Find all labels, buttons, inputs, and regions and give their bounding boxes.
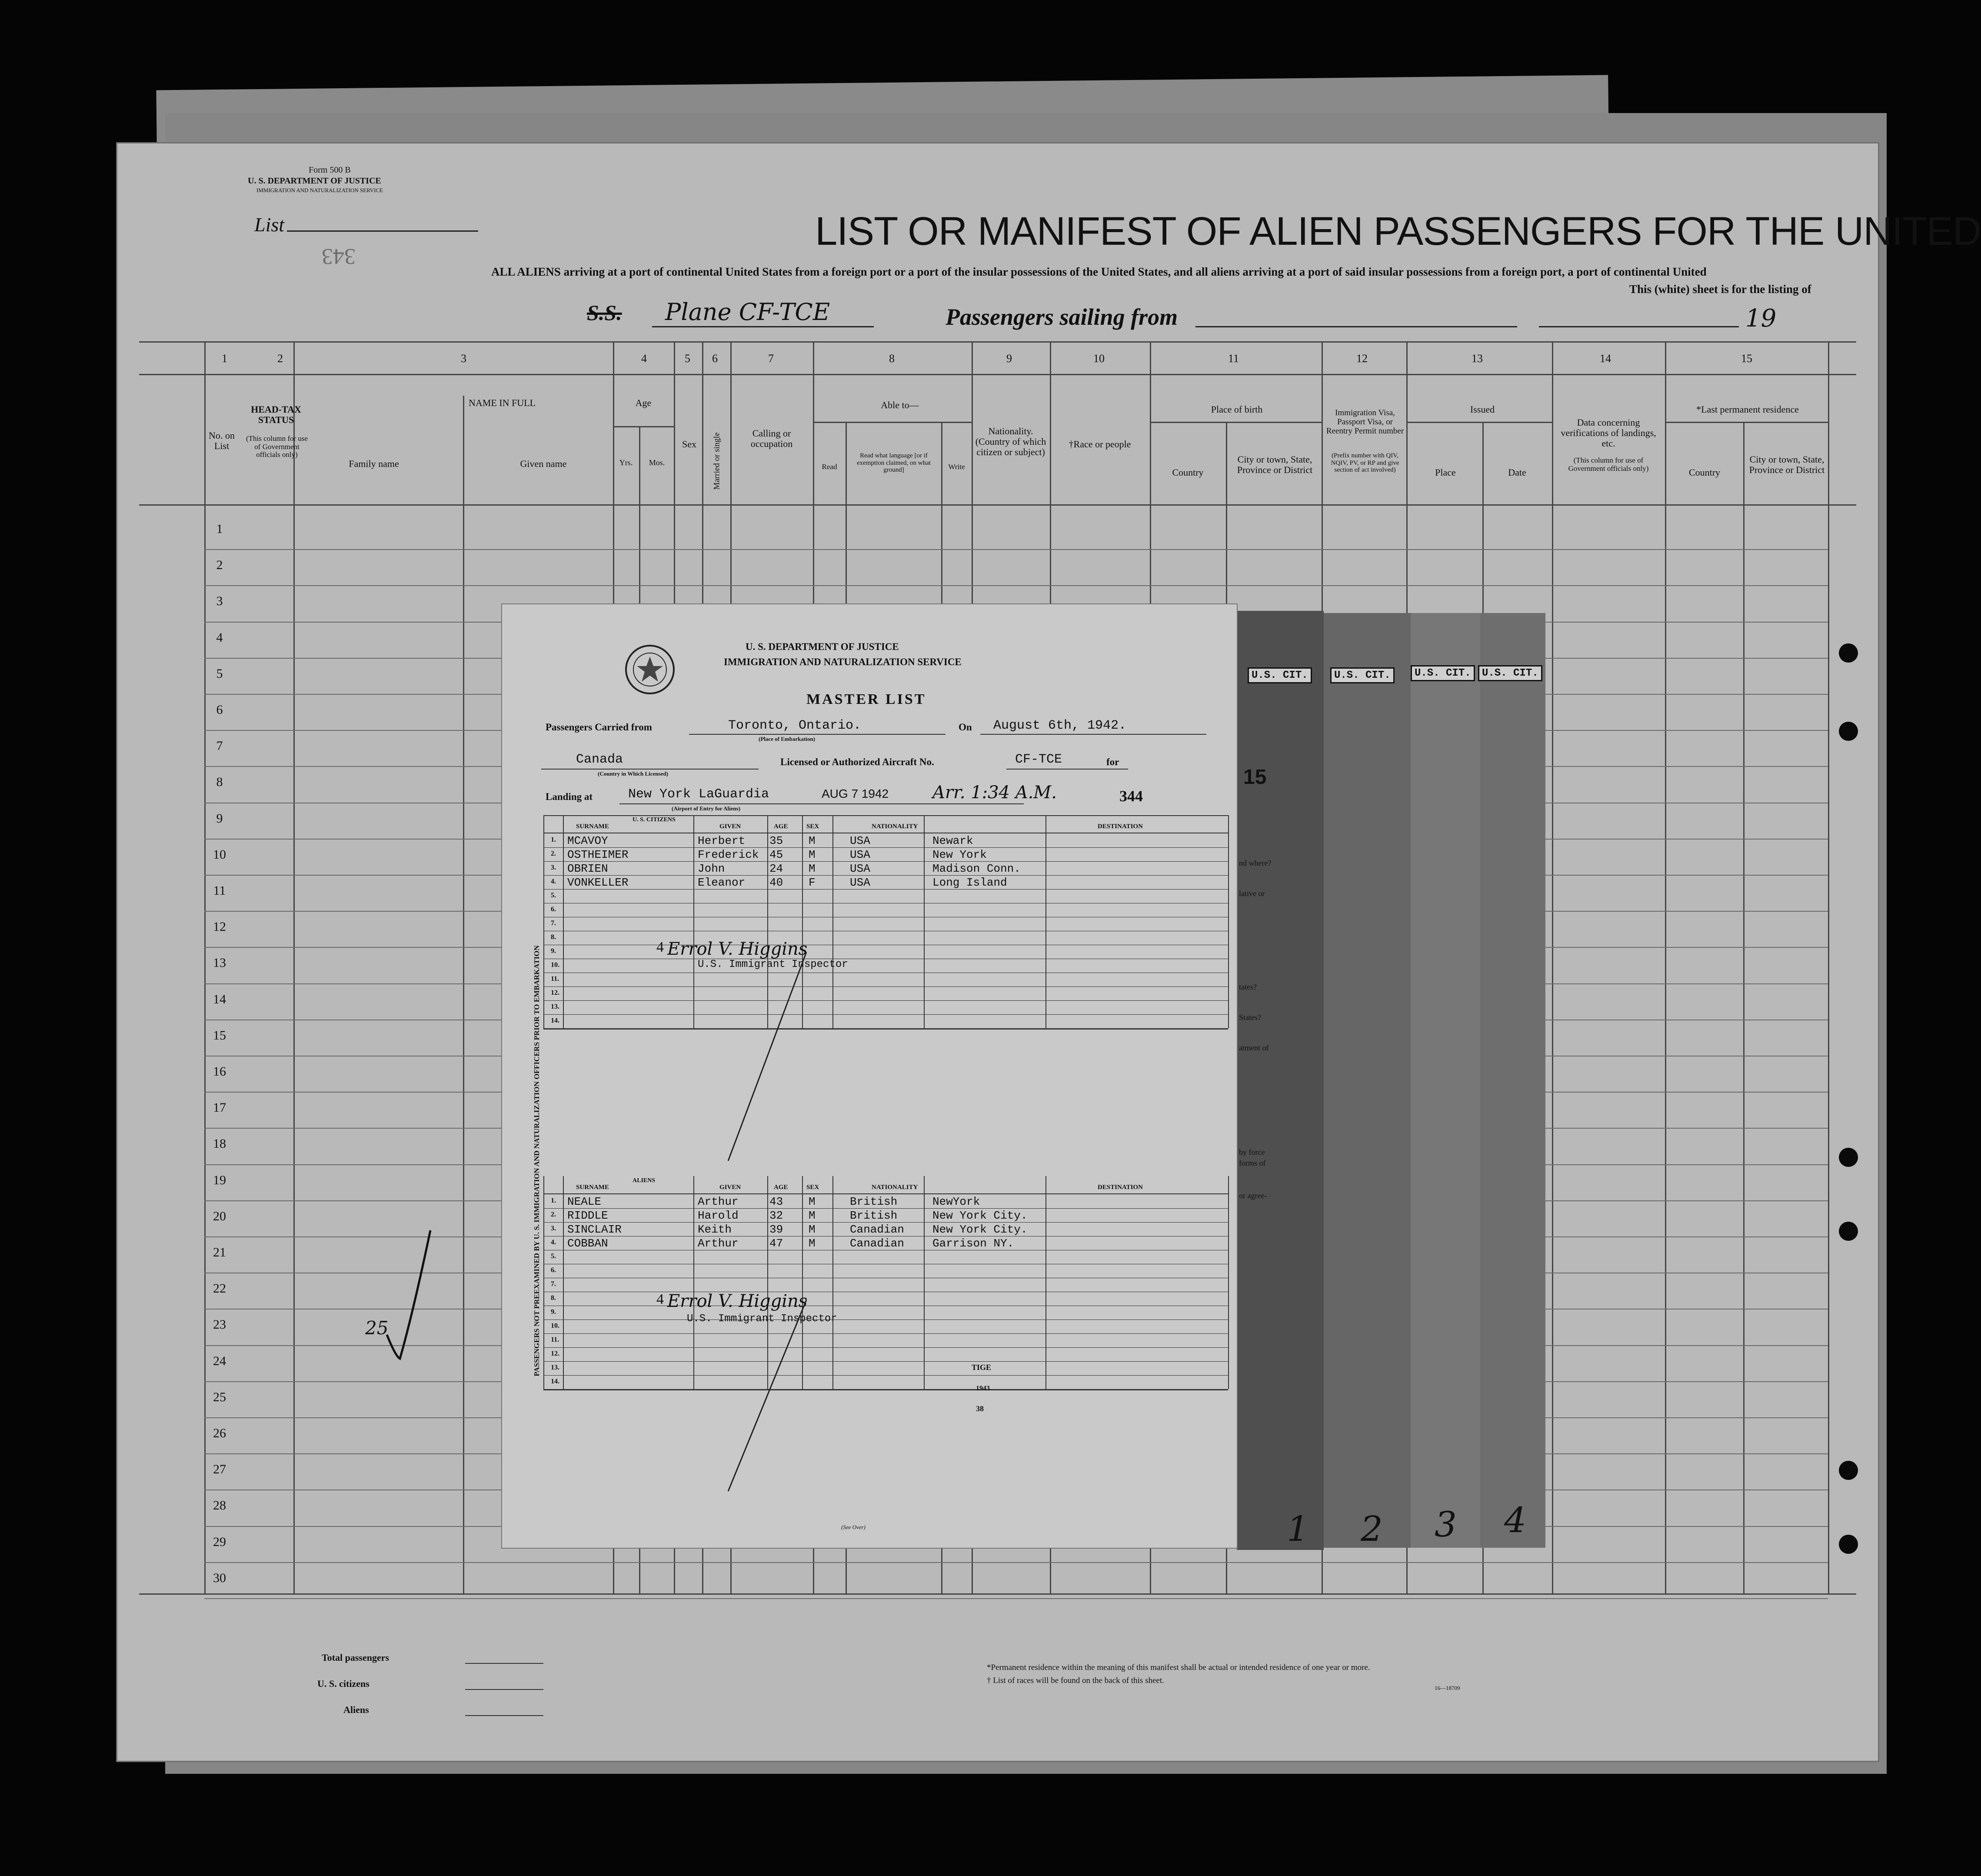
row-label: 9. [551, 1308, 556, 1316]
header-age: Age [635, 397, 652, 408]
punch-hole [1839, 722, 1858, 741]
row-number: 21 [213, 1245, 226, 1260]
header-able-to: Able to— [881, 400, 919, 410]
cell-sex: M [809, 1223, 816, 1236]
list-number: 343 [322, 244, 356, 269]
row-label: 5. [551, 1253, 556, 1260]
col-number: 12 [1356, 352, 1368, 365]
row-label: 7. [551, 1280, 556, 1288]
cell-age: 47 [769, 1237, 783, 1250]
list-label: List [254, 213, 285, 236]
row-label: 14. [551, 1378, 559, 1385]
table-header: DESTINATION [1098, 1184, 1143, 1191]
header-write: Write [948, 463, 965, 471]
strip-fragment: lative or [1239, 889, 1265, 898]
strip-fragment: States? [1239, 1013, 1261, 1022]
row-label: 1. [551, 1197, 556, 1204]
row-number: 27 [213, 1462, 226, 1477]
strip-fragment: tates? [1239, 983, 1257, 991]
col-number: 5 [685, 352, 690, 365]
landing-time: Arr. 1:34 A.M. [932, 783, 1057, 803]
row-number: 17 [213, 1100, 226, 1115]
col-number: 9 [1006, 352, 1012, 365]
header-issued: Issued [1470, 404, 1495, 415]
country-value: Canada [576, 752, 623, 767]
row-label: 3. [551, 864, 556, 871]
row-label: 12. [551, 989, 559, 996]
cell-destination: Newark [932, 834, 973, 847]
row-number: 26 [213, 1426, 226, 1440]
table-header: GIVEN [719, 823, 741, 830]
landing-label: Landing at [546, 791, 593, 802]
header-service: IMMIGRATION AND NATURALIZATION SERVICE [256, 187, 383, 193]
row-number: 3 [216, 594, 223, 609]
row-label: 9. [551, 947, 556, 955]
header-yrs: Yrs. [619, 458, 633, 467]
cancel-strokes [502, 604, 1237, 1548]
year-prefix: 19 [1745, 304, 1777, 333]
strip-number: 3 [1435, 1504, 1457, 1545]
row-number: 6 [216, 703, 223, 717]
col-number: 6 [712, 352, 718, 365]
cell-surname: VONKELLER [567, 876, 629, 889]
carried-from-value: Toronto, Ontario. [728, 718, 862, 733]
cell-nationality: USA [850, 848, 870, 861]
row-number: 29 [213, 1534, 226, 1549]
header-nationality: Nationality. (Country of which citizen or subject) [975, 426, 1046, 458]
row-number: 5 [216, 666, 223, 681]
col-number: 11 [1228, 352, 1239, 365]
row-number: 16 [213, 1064, 226, 1079]
ss-value: Plane CF-TCE [665, 298, 830, 326]
cell-nationality: British [850, 1195, 898, 1208]
header-data-verification: Data concerning verifications of landings, etc. [1561, 417, 1656, 449]
stamp-line: TIGE [972, 1363, 992, 1372]
cell-given: Arthur [698, 1237, 739, 1250]
form-code: 16—18709 [1435, 1685, 1460, 1691]
col-number: 10 [1093, 352, 1105, 365]
cell-age: 40 [769, 876, 783, 889]
header-birth-city: City or town, State, Province or District [1237, 454, 1313, 476]
row-number: 25 [213, 1390, 226, 1404]
row-number: 30 [213, 1570, 226, 1585]
cell-given: Eleanor [698, 876, 746, 889]
ss-label: S.S. [587, 300, 622, 325]
on-date: August 6th, 1942. [993, 718, 1127, 733]
row-label: 6. [551, 1266, 556, 1274]
cell-age: 39 [769, 1223, 783, 1236]
cell-nationality: USA [850, 834, 870, 847]
header-no-on-list: No. on List [209, 430, 235, 452]
stamp-line: 38 [976, 1404, 984, 1413]
master-list-number: 344 [1119, 787, 1143, 805]
aliens-line [465, 1715, 543, 1716]
cell-surname: OSTHEIMER [567, 848, 629, 861]
us-cit-stamp: U.S. CIT. [1478, 665, 1542, 681]
attached-strip-3 [1411, 613, 1480, 1548]
punch-hole [1839, 1461, 1858, 1480]
attached-strip-4 [1480, 613, 1545, 1548]
header-visa-note: (Prefix number with QIV, NQIV, PV, or RP and give section of act involved) [1331, 452, 1399, 473]
strip-number: 1 [1287, 1509, 1309, 1549]
table-header: SURNAME [576, 1184, 609, 1191]
row-label: 8. [551, 933, 556, 941]
row-label: 13. [551, 1364, 559, 1371]
cell-sex: M [809, 1237, 816, 1250]
table-top-border [139, 341, 1856, 343]
cell-nationality: Canadian [850, 1237, 904, 1250]
citizens-signature: Errol V. Higgins [667, 939, 808, 959]
subheader-line [613, 426, 674, 427]
cell-destination: NewYork [932, 1195, 980, 1208]
aliens-inspector: U.S. Immigrant Inspector [687, 1313, 837, 1325]
date-underline [1539, 326, 1739, 327]
strip-fragment: by force [1239, 1148, 1265, 1156]
table-header: DESTINATION [1098, 823, 1143, 830]
row-number: 18 [213, 1136, 226, 1151]
strip-number: 4 [1504, 1500, 1526, 1540]
tally-check-mark [383, 1226, 435, 1365]
master-list-sheet [502, 604, 1237, 1548]
row-number: 11 [213, 883, 226, 898]
row-label: 11. [551, 1336, 559, 1343]
carried-from-label: Passengers Carried from [546, 722, 652, 733]
col-divider [1552, 341, 1553, 1593]
cell-nationality: British [850, 1209, 898, 1222]
row-label: 2. [551, 850, 556, 857]
row-label: 14. [551, 1017, 559, 1024]
cell-given: Frederick [698, 848, 759, 861]
ss-underline [652, 326, 874, 327]
citizens-line [465, 1689, 543, 1690]
header-issued-date: Date [1508, 467, 1526, 478]
header-read-language: Read what language [or if exemption claimed, on what ground] [857, 452, 931, 473]
row-number: 19 [213, 1173, 226, 1187]
side-note: PASSENGERS NOT PREEXAMINED BY U. S. IMMIGRATION AND NATURALIZATION OFFICERS PRIOR TO EMBARKATION [533, 945, 541, 1376]
header-head-tax-note: (This column for use of Government officials only) [246, 434, 308, 459]
row-number: 2 [216, 558, 223, 573]
row-label: 7. [551, 920, 556, 927]
cell-sex: M [809, 1209, 816, 1222]
cell-surname: OBRIEN [567, 862, 608, 875]
row-label: 12. [551, 1350, 559, 1357]
row-number: 12 [213, 920, 226, 934]
row-label: 8. [551, 1294, 556, 1302]
row-number: 7 [216, 739, 223, 753]
us-cit-stamp: U.S. CIT. [1330, 667, 1395, 683]
cell-given: Keith [698, 1223, 732, 1236]
subheader-line [1150, 422, 1322, 423]
col-number: 1 [222, 352, 227, 365]
total-line [465, 1663, 543, 1664]
attached-strip-1 [1237, 611, 1324, 1550]
cell-surname: COBBAN [567, 1237, 608, 1250]
cell-given: Harold [698, 1209, 739, 1222]
manifest-subtitle: ALL ALIENS arriving at a port of continental United States from a foreign port or a port of the insular possessions of the United States, and all aliens arriving at a port of said insular possessions from a foreign port, a port of continental United [491, 265, 1707, 278]
us-citizens-label: U. S. citizens [317, 1678, 370, 1689]
row-number: 22 [213, 1281, 226, 1296]
aliens-label: Aliens [343, 1704, 369, 1715]
cell-sex: M [809, 834, 816, 847]
us-cit-stamp: U.S. CIT. [1411, 665, 1475, 681]
row-label: 11. [551, 975, 559, 983]
cell-surname: MCAVOY [567, 834, 608, 847]
punch-hole [1839, 1148, 1858, 1167]
row-label: 5. [551, 892, 556, 899]
col-number: 15 [1741, 352, 1752, 365]
cell-surname: SINCLAIR [567, 1223, 622, 1236]
header-birth-country: Country [1172, 467, 1204, 478]
col-divider [1665, 341, 1666, 1593]
cell-age: 45 [769, 848, 783, 861]
row-line [204, 585, 1828, 586]
row-number: 8 [216, 775, 223, 790]
strip-fragment: atment of [1239, 1043, 1269, 1052]
header-bottom-border [139, 504, 1856, 506]
punch-hole [1839, 643, 1858, 663]
subheader-line [1406, 422, 1552, 423]
cell-surname: RIDDLE [567, 1209, 608, 1222]
header-mos: Mos. [649, 458, 665, 467]
subheader-line [1665, 422, 1828, 423]
country-note: (Country in Which Licensed) [598, 770, 668, 777]
header-data-note: (This column for use of Government officials only) [1568, 456, 1649, 473]
col-number: 14 [1600, 352, 1611, 365]
tally-number: 25 [365, 1317, 389, 1339]
row-number: 1 [216, 522, 223, 536]
row-label: 4. [551, 878, 556, 885]
table-header: AGE [774, 1184, 788, 1191]
manifest-title: LIST OR MANIFEST OF ALIEN PASSENGERS FOR THE UNITED [815, 209, 1981, 253]
manifest-subtitle-2: This (white) sheet is for the listing of [1629, 283, 1811, 296]
cell-sex: F [809, 876, 816, 889]
header-last-residence: *Last permanent residence [1696, 404, 1799, 415]
footnote-residence: *Permanent residence within the meaning of this manifest shall be actual or intended residence of one year or more. [987, 1663, 1370, 1672]
cell-destination: New York City. [932, 1209, 1028, 1222]
aliens-signature: Errol V. Higgins [667, 1291, 808, 1311]
cell-surname: NEALE [567, 1195, 602, 1208]
row-number: 20 [213, 1209, 226, 1223]
master-service: IMMIGRATION AND NATURALIZATION SERVICE [724, 656, 962, 667]
col-number: 8 [889, 352, 895, 365]
row-number: 4 [216, 630, 223, 645]
cell-given: Arthur [698, 1195, 739, 1208]
strip-fragment: or agree- [1239, 1191, 1267, 1200]
airport-note: (Airport of Entry for Aliens) [672, 805, 740, 812]
attached-strip-2 [1324, 613, 1411, 1548]
landing-date-stamp: AUG 7 1942 [822, 787, 889, 800]
cell-nationality: USA [850, 862, 870, 875]
footnote-races: † List of races will be found on the back of this sheet. [987, 1676, 1164, 1685]
cell-destination: New York City. [932, 1223, 1028, 1236]
header-sex: Sex [682, 439, 696, 450]
cell-given: John [698, 862, 725, 875]
col-divider [463, 396, 464, 1593]
strip-fragment: forms of [1239, 1159, 1266, 1167]
table-bottom-border [139, 1593, 1856, 1595]
citizens-inspector: U.S. Immigrant Inspector [698, 959, 848, 970]
stamp-line: 1943 [976, 1385, 990, 1392]
sailing-underline [1195, 326, 1517, 327]
header-given-name: Given name [520, 458, 567, 469]
row-number: 13 [213, 956, 226, 970]
strip-fragment: nd where? [1239, 859, 1272, 867]
cell-age: 35 [769, 834, 783, 847]
row-label: 2. [551, 1211, 556, 1218]
header-residence-country: Country [1688, 467, 1721, 478]
embark-note: (Place of Embarkation) [759, 736, 815, 742]
for-label: for [1106, 756, 1119, 767]
master-title: MASTER LIST [806, 691, 926, 707]
list-underline [287, 230, 478, 232]
table-header: GIVEN [719, 1184, 741, 1191]
table-header: NATIONALITY [872, 1184, 918, 1191]
cell-sex: M [809, 1195, 816, 1208]
col-number: 4 [641, 352, 647, 365]
master-department: U. S. DEPARTMENT OF JUSTICE [746, 641, 899, 652]
header-residence-city: City or town, State, Province or District [1749, 454, 1825, 476]
see-over: (See Over) [841, 1524, 866, 1530]
col-number: 2 [277, 352, 283, 365]
header-head-tax: HEAD-TAX STATUS [251, 404, 301, 426]
table-header: SEX [806, 1184, 819, 1191]
strip-number: 2 [1361, 1509, 1383, 1549]
aircraft-label: Licensed or Authorized Aircraft No. [780, 756, 934, 767]
subheader-line [813, 422, 972, 423]
row-label: 13. [551, 1003, 559, 1010]
aircraft-number: CF-TCE [1015, 752, 1062, 767]
col-divider [293, 341, 295, 1593]
row-number: 23 [213, 1317, 226, 1332]
row-label: 6. [551, 906, 556, 913]
total-passengers-label: Total passengers [322, 1652, 390, 1663]
on-label: On [959, 722, 972, 733]
punch-hole [1839, 1222, 1858, 1241]
col-number: 7 [768, 352, 774, 365]
row-number: 28 [213, 1498, 226, 1513]
cell-destination: Madison Conn. [932, 862, 1021, 875]
cell-destination: New York [932, 848, 987, 861]
header-department: U. S. DEPARTMENT OF JUSTICE [248, 176, 381, 186]
row-number: 14 [213, 992, 226, 1006]
cell-nationality: USA [850, 876, 870, 889]
cell-given: Herbert [698, 834, 746, 847]
table-header: SEX [806, 823, 819, 830]
row-label: 3. [551, 1225, 556, 1232]
punch-hole [1839, 1535, 1858, 1554]
cell-destination: Garrison NY. [932, 1237, 1014, 1250]
header-issued-place: Place [1435, 467, 1456, 478]
table-header: SURNAME [576, 823, 609, 830]
header-family-name: Family name [349, 458, 399, 469]
row-line [204, 549, 1828, 550]
header-calling: Calling or occupation [750, 428, 793, 450]
cell-nationality: Canadian [850, 1223, 904, 1236]
header-married: Married or single [712, 432, 722, 490]
col-divider [204, 341, 206, 1593]
cell-sex: M [809, 862, 816, 875]
row-line [204, 1562, 1828, 1563]
col-number: 13 [1472, 352, 1483, 365]
column-number-border [139, 374, 1856, 375]
table-header: AGE [774, 823, 788, 830]
landing-value: New York LaGuardia [628, 787, 769, 802]
header-place-of-birth: Place of birth [1211, 404, 1263, 415]
cell-age: 32 [769, 1209, 783, 1222]
col-divider [1828, 341, 1829, 1593]
col-number: 3 [461, 352, 466, 365]
row-number: 10 [213, 847, 226, 862]
row-line [204, 1598, 1828, 1599]
cell-destination: Long Island [932, 876, 1007, 889]
header-race: †Race or people [1069, 439, 1131, 450]
aliens-section-label: ALIENS [633, 1177, 656, 1184]
header-read: Read [822, 463, 837, 471]
strip-fragment-15: 15 [1243, 766, 1267, 789]
row-number: 15 [213, 1028, 226, 1043]
us-cit-stamp: U.S. CIT. [1248, 667, 1312, 683]
aliens-count-mark: 4 [656, 1291, 664, 1307]
cell-age: 43 [769, 1195, 783, 1208]
row-number: 24 [213, 1353, 226, 1368]
cell-sex: M [809, 848, 816, 861]
citizens-section-label: U. S. CITIZENS [633, 816, 676, 823]
table-header: NATIONALITY [872, 823, 918, 830]
row-label: 10. [551, 961, 559, 969]
row-label: 4. [551, 1239, 556, 1246]
form-number: Form 500 B [309, 165, 351, 175]
cell-age: 24 [769, 862, 783, 875]
sailing-label: Passengers sailing from [946, 304, 1178, 330]
row-label: 10. [551, 1322, 559, 1330]
row-number: 9 [216, 811, 223, 826]
row-label: 1. [551, 836, 556, 843]
citizens-count-mark: 4 [656, 939, 664, 955]
header-visa: Immigration Visa, Passport Visa, or Reentry Permit number [1326, 408, 1404, 436]
header-name: NAME IN FULL [469, 397, 536, 408]
